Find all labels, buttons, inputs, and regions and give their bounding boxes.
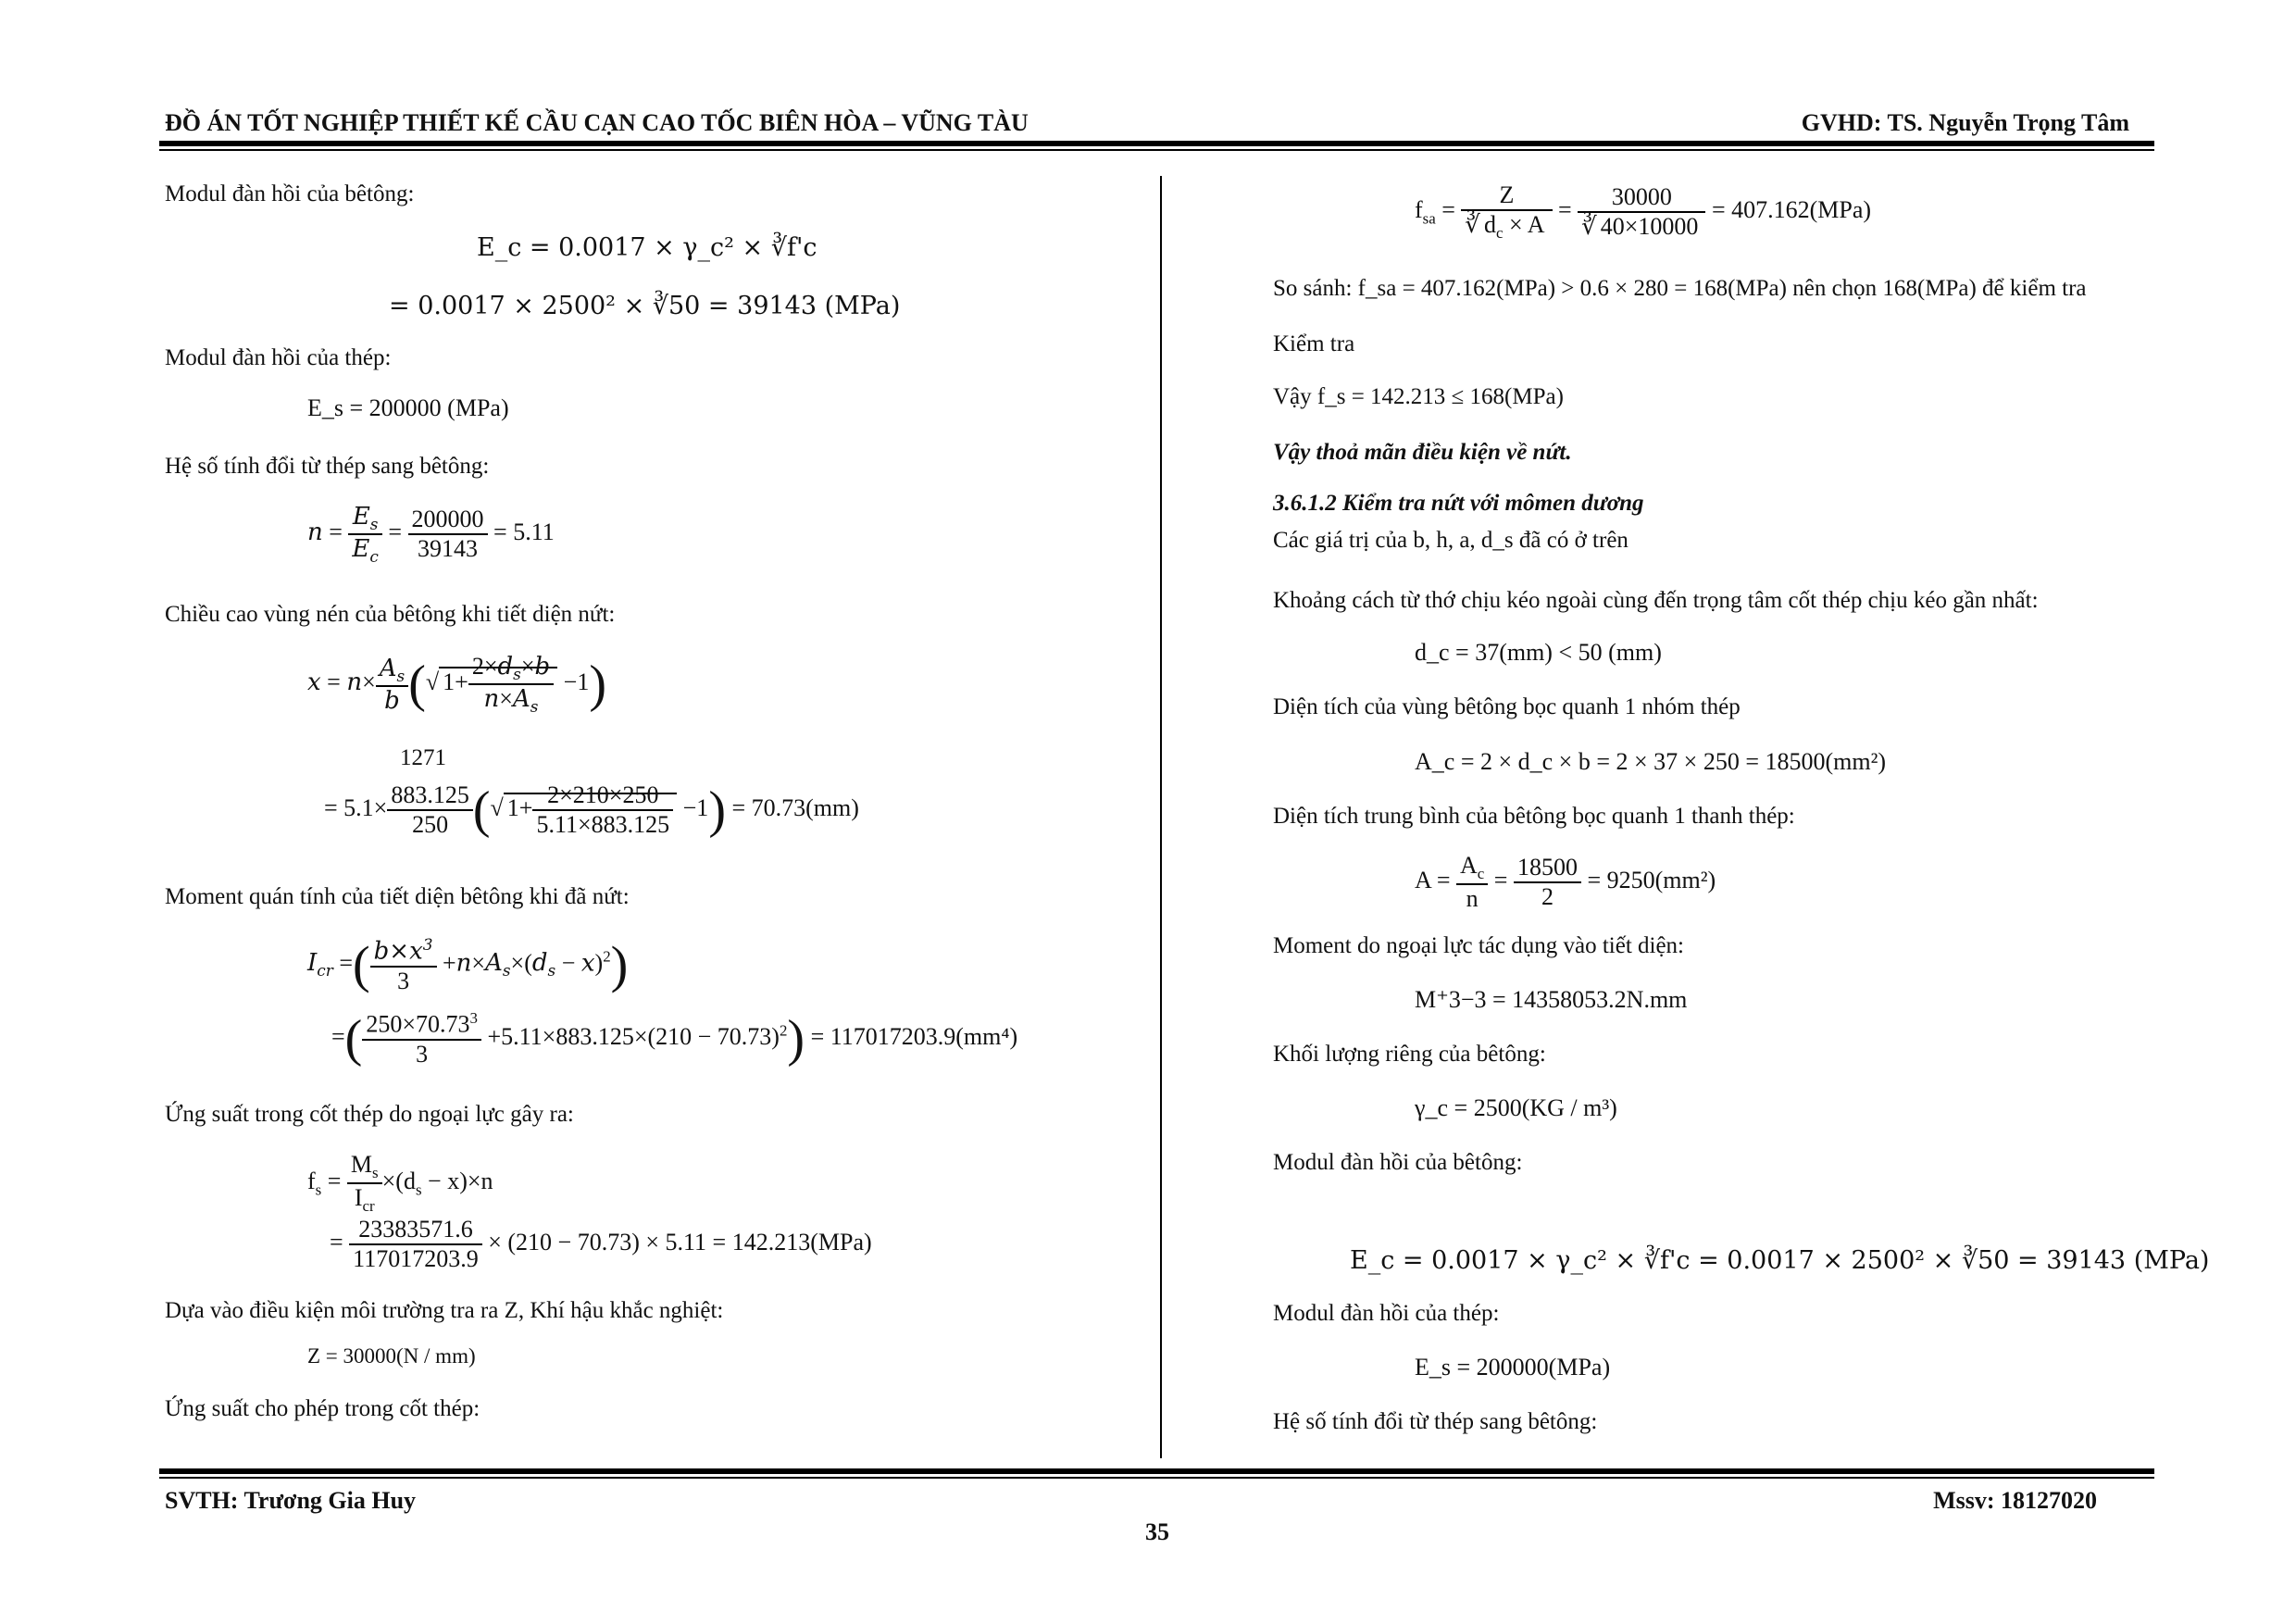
equation-dc: d_c = 37(mm) < 50 (mm) [1415,639,1662,666]
n-result: = 5.11 [493,518,555,546]
footer-rule-thin [159,1477,2154,1479]
equation-es: E_s = 200000 (MPa) [307,394,509,421]
equation-ec-value: = 0.0017 × 2500² × ∛50 = 39143 (MPa) [389,292,901,320]
compare-tail: nên chọn 168(MPa) để kiểm tra [1792,276,2087,301]
equation-a: A = $\frac{A_c}{n}$ = $\frac{18500}{2}$ = 9250(mm²) [1415,852,1716,913]
fsa-result: = 407.162(MPa) [1711,196,1872,224]
paragraph-check: Kiểm tra [1273,331,1355,356]
paragraph-allowable-stress: Ứng suất cho phép trong cốt thép: [165,1396,480,1421]
fs-result: × (210 − 70.73) × 5.11 = 142.213(MPa) [488,1228,872,1255]
x-result: = 70.73(mm) [731,793,859,821]
section-heading-positive-moment: 3.6.1.2 Kiểm tra nứt với mômen dương [1273,491,1644,516]
paragraph-bar-area: Diện tích trung bình của bêtông bọc quanh 1 thanh thép: [1273,804,1795,829]
equation-fs-value: = $\frac{23383571.6}{117017203.9}$ × (210 − 70.73) × 5.11 = 142.213(MPa) [330,1216,872,1272]
student-id: Mssv: 18127020 [1933,1487,2097,1514]
equation-ec-full: E_c = 0.0017 × γ_c² × ∛f'c = 0.0017 × 2500² × ∛50 = 39143 (MPa) [1350,1246,2210,1275]
a-result: = 9250(mm²) [1587,867,1716,894]
paragraph-steel-modulus: Modul đàn hồi của thép: [165,345,392,370]
paragraph-given-values: Các giá trị của b, h, a, d_s đã có ở trên [1273,528,1628,553]
advisor-name: GVHD: TS. Nguyễn Trọng Tâm [1801,109,2129,136]
equation-z: Z = 30000(N / mm) [307,1344,476,1368]
paragraph-environment: Dựa vào điều kiện môi trường tra ra Z, Khí hậu khắc nghiệt: [165,1298,724,1323]
stray-number: 1271 [400,745,446,770]
equation-gamma: γ_c = 2500(KG / m³) [1415,1094,1617,1121]
equation-fs-formula: $f_s$ = $\frac{M_s}{I_{cr}}$ $\times(d_s - x)\times n$ [307,1151,493,1216]
equation-ec-formula: E_c = 0.0017 × γ_c² × ∛f'c [477,233,817,262]
paragraph-concrete-modulus: Modul đàn hồi của bêtông: [165,181,415,206]
column-separator [1160,176,1162,1458]
paragraph-modular-ratio-2: Hệ số tính đổi từ thép sang bêtông: [1273,1409,1598,1434]
paragraph-density: Khối lượng riêng của bêtông: [1273,1042,1546,1067]
page-number: 35 [1145,1518,1169,1545]
paragraph-steel-stress: Ứng suất trong cốt thép do ngoại lực gây ra: [165,1102,574,1127]
header-rule-thick [159,141,2154,146]
paragraph-external-moment: Moment do ngoại lực tác dụng vào tiết diện: [1273,933,1685,958]
paragraph-concrete-modulus-2: Modul đàn hồi của bêtông: [1273,1150,1523,1175]
document-title: ĐỒ ÁN TỐT NGHIỆP THIẾT KẾ CẦU CẠN CAO TỐC BIÊN HÒA – VŨNG TÀU [165,109,1029,136]
equation-fsa: $f_{sa}$ = $\frac{Z}{∛ d_c \times A}$ = $\frac{30000}{∛ 40\times 10000}$ = 407.162(MPa) [1415,181,1872,243]
equation-x-formula: x = n× $\frac{A_s}{b}$ (√ 1+ $\frac{2\times d_s\times b}{n\times A_s}$ −1) [307,653,606,717]
icr-result: = 117017203.9(mm⁴) [810,1022,1018,1050]
paragraph-fs-check: Vậy f_s = 142.213 ≤ 168(MPa) [1273,384,1564,409]
equation-es-2: E_s = 200000(MPa) [1415,1354,1611,1380]
paragraph-modular-ratio: Hệ số tính đổi từ thép sang bêtông: [165,454,490,479]
footer-rule-thick [159,1468,2154,1474]
equation-icr-value: =( $\frac{250\times 70.73^3}{3}$ $+5.11\times 883.125\times(210 - 70.73)^2) = 117017203.9(mm^4)$ [331,1009,1018,1068]
equation-n: n = $\frac{E_s}{E_c}$ = $\frac{200000}{39143}$ = 5.11 [307,503,555,567]
paragraph-group-area: Diện tích của vùng bêtông bọc quanh 1 nhóm thép [1273,694,1741,719]
header-rule-thin [159,149,2154,151]
student-name: SVTH: Trương Gia Huy [165,1487,417,1514]
paragraph-cover-distance: Khoảng cách từ thớ chịu kéo ngoài cùng đến trọng tâm cốt thép chịu kéo gần nhất: [1273,588,2039,613]
equation-ac: A_c = 2 × d_c × b = 2 × 37 × 250 = 18500(mm²) [1415,748,1887,775]
equation-x-value: = 5.1× $\frac{883.125}{250}$ (√ 1+ $\frac{2\times 210\times 250}{5.11\times 883.125}$ −1) = 70.73(mm) [324,781,859,839]
conclusion-crack-ok: Vậy thoả mãn điều kiện về nứt. [1273,440,1572,465]
paragraph-steel-modulus-2: Modul đàn hồi của thép: [1273,1301,1500,1326]
paragraph-cracked-inertia: Moment quán tính của tiết diện bêtông khi đã nứt: [165,884,630,909]
paragraph-compression-zone: Chiều cao vùng nén của bêtông khi tiết diện nứt: [165,602,616,627]
compare-text: So sánh: f_sa = 407.162(MPa) > 0.6 × 280 = 168(MPa) [1273,276,1787,301]
equation-moment: M⁺3−3 = 14358053.2N.mm [1415,986,1688,1013]
paragraph-compare [1273,276,2087,302]
equation-icr-formula: $I_{cr}$ =( $\frac{b\times x^3}{3}$ $+n\times A_s\times(d_s - x)^2$) [307,935,629,994]
